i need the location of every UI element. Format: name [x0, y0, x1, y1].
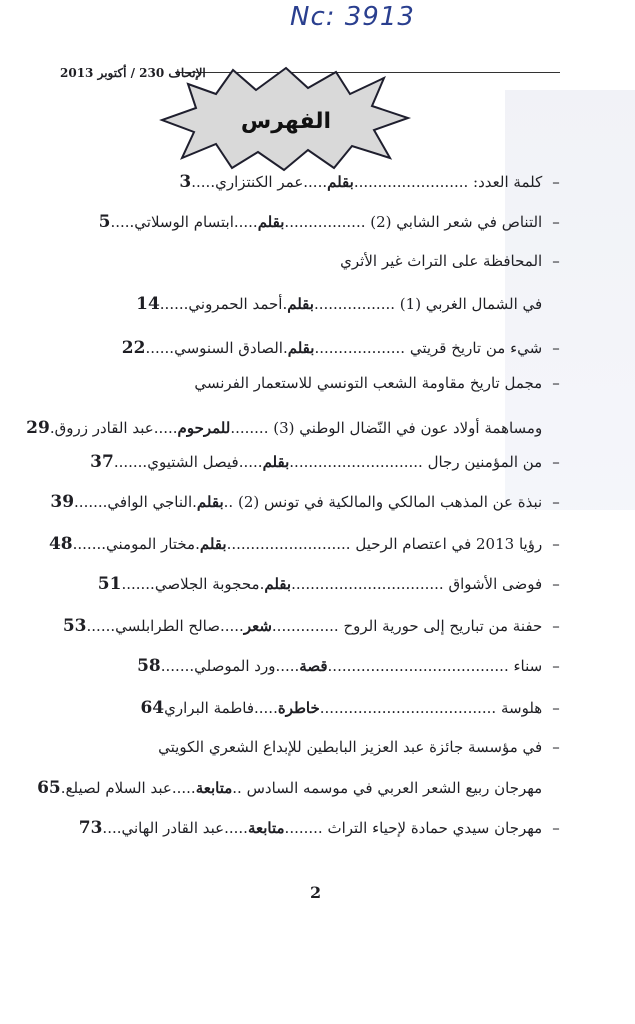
entry-dots: ................................: [291, 575, 444, 593]
entry-page-dots: .....: [110, 213, 135, 231]
entry-title: هلوسة: [500, 699, 543, 717]
entry-dash: –: [552, 252, 560, 270]
entry-dash: –: [552, 575, 560, 593]
entry-page: 5: [98, 212, 111, 232]
entry-author: عمر الكنتزاري: [215, 173, 304, 191]
entry-dots: .................: [284, 213, 366, 231]
page-number: 2: [310, 883, 322, 902]
handwritten-note: Nc: 3913: [290, 2, 415, 32]
entry-page: 37: [90, 452, 114, 472]
toc-entry: [40, 492, 565, 520]
entry-separator: .....: [153, 419, 178, 437]
entry-page-dots: ......: [145, 339, 175, 357]
toc-entry: [40, 534, 565, 562]
entry-page: 65: [37, 778, 61, 798]
entry-dash: –: [552, 173, 560, 191]
entry-dash: –: [552, 699, 560, 717]
entry-author: ابتسام الوسلاتي: [134, 213, 234, 231]
entry-separator: .: [192, 493, 197, 511]
entry-dots: ..........................: [226, 535, 351, 553]
entry-kind: بقلم: [262, 453, 290, 471]
entry-author: أحمد الحمروني: [188, 295, 283, 313]
entry-separator: .....: [303, 173, 328, 191]
entry-dots: ..............: [271, 617, 339, 635]
entry-separator: .....: [254, 699, 278, 717]
entry-author: محجوبة الجلاصي: [154, 575, 260, 593]
entry-page: 51: [97, 574, 122, 594]
entry-kind: متابعة: [247, 819, 285, 837]
entry-page-dots: .......: [74, 493, 108, 511]
entry-title: في مؤسسة جائزة عبد العزيز البابطين للإبداع الشعري الكويتي: [158, 738, 543, 756]
entry-dots: .....................................: [319, 699, 497, 717]
toc-entry: [40, 252, 565, 280]
entry-separator: .: [195, 535, 200, 553]
toc-entry: [40, 452, 565, 480]
entry-page: 14: [136, 294, 160, 314]
entry-author: الصادق السنوسي: [174, 339, 283, 357]
entry-separator: .....: [275, 657, 300, 675]
entry-dash: –: [552, 657, 560, 675]
toc-entry: [40, 212, 565, 240]
entry-kind: بقلم: [287, 339, 315, 357]
title-starburst: [158, 66, 413, 170]
entry-kind: قصة: [299, 657, 328, 675]
entry-title: مهرجان ربيع الشعر العربي في موسمه السادس: [246, 779, 543, 797]
entry-separator: .....: [224, 819, 248, 837]
entry-kind: بقلم: [287, 295, 314, 313]
entry-dots: .................: [313, 295, 395, 313]
entry-title: حفنة من تباريح إلى حورية الروح: [343, 617, 543, 635]
entry-page: 48: [48, 534, 73, 554]
entry-dash: –: [552, 213, 560, 231]
entry-dots: ........................: [353, 173, 469, 191]
entry-page-dots: .......: [160, 657, 195, 675]
toc-entry: [40, 294, 565, 322]
entry-dash: –: [552, 339, 560, 357]
entry-page: 73: [78, 818, 103, 838]
entry-dash: –: [552, 819, 560, 837]
entry-title: المحافظة على التراث غير الأثري: [340, 252, 543, 270]
entry-dash: –: [552, 738, 560, 756]
entry-kind: شعر: [243, 617, 272, 635]
entry-dots: ........: [230, 419, 269, 437]
entry-title: فوضى الأشواق: [448, 575, 543, 593]
entry-title: مهرجان سيدي حمادة لإحياء التراث: [327, 819, 543, 837]
entry-title: شيء من تاريخ قريتي: [409, 339, 543, 357]
entry-page-dots: ......: [159, 295, 189, 313]
entry-kind: بقلم: [199, 535, 227, 553]
toc-entry: [40, 574, 565, 602]
entry-page: 58: [137, 656, 161, 676]
entry-dash: –: [552, 535, 560, 553]
entry-kind: خاطرة: [277, 699, 320, 717]
entry-author: عبد السلام لصيلع: [65, 779, 172, 797]
toc-entry: [40, 616, 565, 644]
entry-kind: بقلم: [264, 575, 292, 593]
page-title: الفهرس: [240, 109, 332, 134]
entry-separator: .: [259, 575, 265, 593]
entry-author: ورد الموصلي: [194, 657, 276, 675]
entry-kind: بقلم: [257, 213, 285, 231]
toc-entry: [40, 738, 565, 766]
entry-title: سناء: [513, 657, 543, 675]
entry-title: رؤيا 2013 في اعتصام الرحيل: [355, 535, 543, 553]
entry-author: عبد القادر زروق: [54, 419, 154, 437]
entry-page-dots: .......: [113, 453, 148, 471]
entry-dash: –: [552, 374, 560, 392]
entry-separator: .....: [238, 453, 263, 471]
entry-page: 53: [62, 616, 87, 636]
entry-page-dots: .......: [121, 575, 155, 593]
entry-separator: .: [282, 339, 288, 357]
entry-author: الناجي الوافي: [107, 493, 193, 511]
toc-entry: [40, 656, 565, 684]
entry-kind: بقلم: [327, 173, 354, 191]
entry-page: 3: [179, 172, 192, 192]
entry-dots: ......................................: [327, 657, 509, 675]
entry-separator: .....: [233, 213, 258, 231]
toc-entry: [40, 818, 565, 846]
entry-page: 39: [50, 492, 75, 512]
entry-dash: –: [552, 453, 560, 471]
entry-title: من المؤمنين رجال: [427, 453, 543, 471]
entry-dots: ........: [284, 819, 323, 837]
entry-page-dots: .....: [191, 173, 216, 191]
entry-title: مجمل تاريخ مقاومة الشعب التونسي للاستعمار الفرنسي: [194, 374, 543, 392]
entry-kind: للمرحوم: [177, 419, 231, 437]
entry-page: 22: [121, 338, 146, 358]
entry-separator: .....: [171, 779, 196, 797]
entry-dash: –: [552, 493, 560, 511]
entry-kind: بقلم: [196, 493, 224, 511]
entry-page: 64: [140, 698, 165, 718]
entry-author: صالح الطرابلسي: [115, 617, 220, 635]
toc-entry: [26, 418, 565, 446]
entry-title: التناص في شعر الشابي (2): [370, 213, 543, 231]
toc-entry: [40, 338, 565, 366]
entry-author: مختار المومني: [106, 535, 196, 553]
toc-entry: [40, 374, 565, 402]
entry-dots: ............................: [289, 453, 423, 471]
entry-page-dots: .: [60, 779, 66, 797]
entry-title: كلمة العدد:: [473, 173, 543, 191]
entry-title: في الشمال الغربي (1): [399, 295, 543, 313]
entry-kind: متابعة: [195, 779, 233, 797]
entry-author: فاطمة البراري: [164, 699, 254, 717]
entry-author: فيصل الشتيوي: [147, 453, 239, 471]
entry-title: نبذة عن المذهب المالكي والمالكية في تونس (2): [237, 493, 543, 511]
entry-separator: .: [282, 295, 288, 313]
toc-entry: [40, 172, 565, 200]
issue-label: الإتحاف 230 / أكتوبر 2013: [60, 66, 206, 80]
entry-page: 29: [26, 418, 50, 438]
entry-dash: –: [552, 617, 560, 635]
entry-separator: .....: [219, 617, 244, 635]
entry-page-dots: ....: [102, 819, 122, 837]
entry-dots: ..: [223, 493, 234, 511]
toc-entry: [37, 778, 565, 806]
entry-dots: ..: [232, 779, 242, 797]
entry-page-dots: ......: [86, 617, 116, 635]
entry-page-dots: .: [49, 419, 55, 437]
entry-page-dots: .......: [72, 535, 107, 553]
toc-entry: [40, 698, 565, 726]
entry-author: عبد القادر الهاني: [121, 819, 225, 837]
entry-title: ومساهمة أولاد عون في النّضال الوطني (3): [273, 419, 543, 437]
entry-dots: ...................: [314, 339, 406, 357]
